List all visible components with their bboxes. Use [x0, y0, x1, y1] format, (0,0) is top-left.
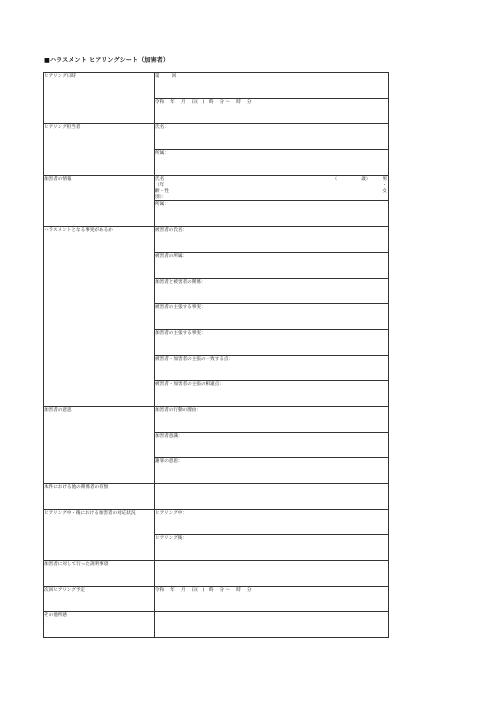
field-victim-claim[interactable]: 被害者の主張する事実：	[155, 304, 389, 330]
field-during-hearing[interactable]: ヒアリング中：	[155, 509, 389, 535]
label-intent: 加害者の意思	[44, 406, 155, 483]
field-perpetrator-name[interactable]	[155, 175, 389, 201]
perpetrator-name-label: 氏名（年齢・性別）：	[155, 176, 169, 200]
field-hearing-datetime[interactable]: 令和 年 月 日( ) 時 分 〜 時 分	[155, 98, 389, 124]
sex-choice[interactable]: 男 ・ 女	[382, 176, 388, 194]
field-awareness[interactable]: 加害者意識：	[155, 432, 389, 458]
age-open: （	[332, 176, 338, 182]
label-remarks: その他所感	[44, 612, 155, 638]
hearing-form-table	[43, 72, 389, 638]
row-interviewer	[44, 124, 389, 150]
row-perpetrator	[44, 175, 389, 201]
field-after-hearing[interactable]: ヒアリング後：	[155, 535, 389, 561]
label-interviewer: ヒアリング担当者	[44, 124, 155, 175]
label-explained: 加害者に対して行った説明事項	[44, 561, 155, 587]
field-perpetrator-claim[interactable]: 加害者の主張する事実：	[155, 329, 389, 355]
row-explained	[44, 561, 389, 587]
count-suffix: 回	[171, 74, 177, 79]
sheet-title: ■ハラスメント ヒアリングシート（加害者）	[44, 57, 170, 64]
row-facts	[44, 227, 389, 253]
field-remarks[interactable]	[155, 612, 389, 638]
field-hearing-count[interactable]	[155, 73, 389, 99]
field-claims-differ[interactable]: 被害者・加害者の主張の相違点：	[155, 381, 389, 407]
field-action-reason[interactable]: 加害者の行動の理由：	[155, 406, 389, 432]
row-remarks	[44, 612, 389, 638]
row-others	[44, 484, 389, 510]
field-relationship[interactable]: 加害者と被害者の関係：	[155, 278, 389, 304]
field-victim-dept[interactable]: 被害者の所属：	[155, 252, 389, 278]
row-response	[44, 509, 389, 535]
row-next	[44, 586, 389, 612]
field-victim-name[interactable]: 被害者の氏名：	[155, 227, 389, 253]
label-hearing-datetime: ヒアリング日時	[44, 73, 155, 124]
field-perpetrator-dept[interactable]: 所属：	[155, 201, 389, 227]
count-prefix: 第	[155, 74, 160, 79]
field-claims-agree[interactable]: 被害者・加害者の主張の一致する点：	[155, 355, 389, 381]
age-close: 歳）	[361, 176, 371, 182]
field-others[interactable]	[155, 484, 389, 510]
label-others: 本件における他の関係者の有無	[44, 484, 155, 510]
label-response: ヒアリング中・後における加害者の対応状況	[44, 509, 155, 560]
row-intent	[44, 406, 389, 432]
field-interviewer-dept[interactable]: 所属：	[155, 150, 389, 176]
label-next: 次回ヒアリング予定	[44, 586, 155, 612]
field-next-datetime[interactable]: 令和 年 月 日( ) 時 分 〜 時 分	[155, 586, 389, 612]
row-hearing-datetime	[44, 73, 389, 99]
field-interviewer-name[interactable]: 氏名：	[155, 124, 389, 150]
label-perpetrator: 加害者の情報	[44, 175, 155, 226]
field-explained[interactable]	[155, 561, 389, 587]
label-facts: ハラスメントとなる事実があるか	[44, 227, 155, 407]
field-apology[interactable]: 謝罪の意思：	[155, 458, 389, 484]
